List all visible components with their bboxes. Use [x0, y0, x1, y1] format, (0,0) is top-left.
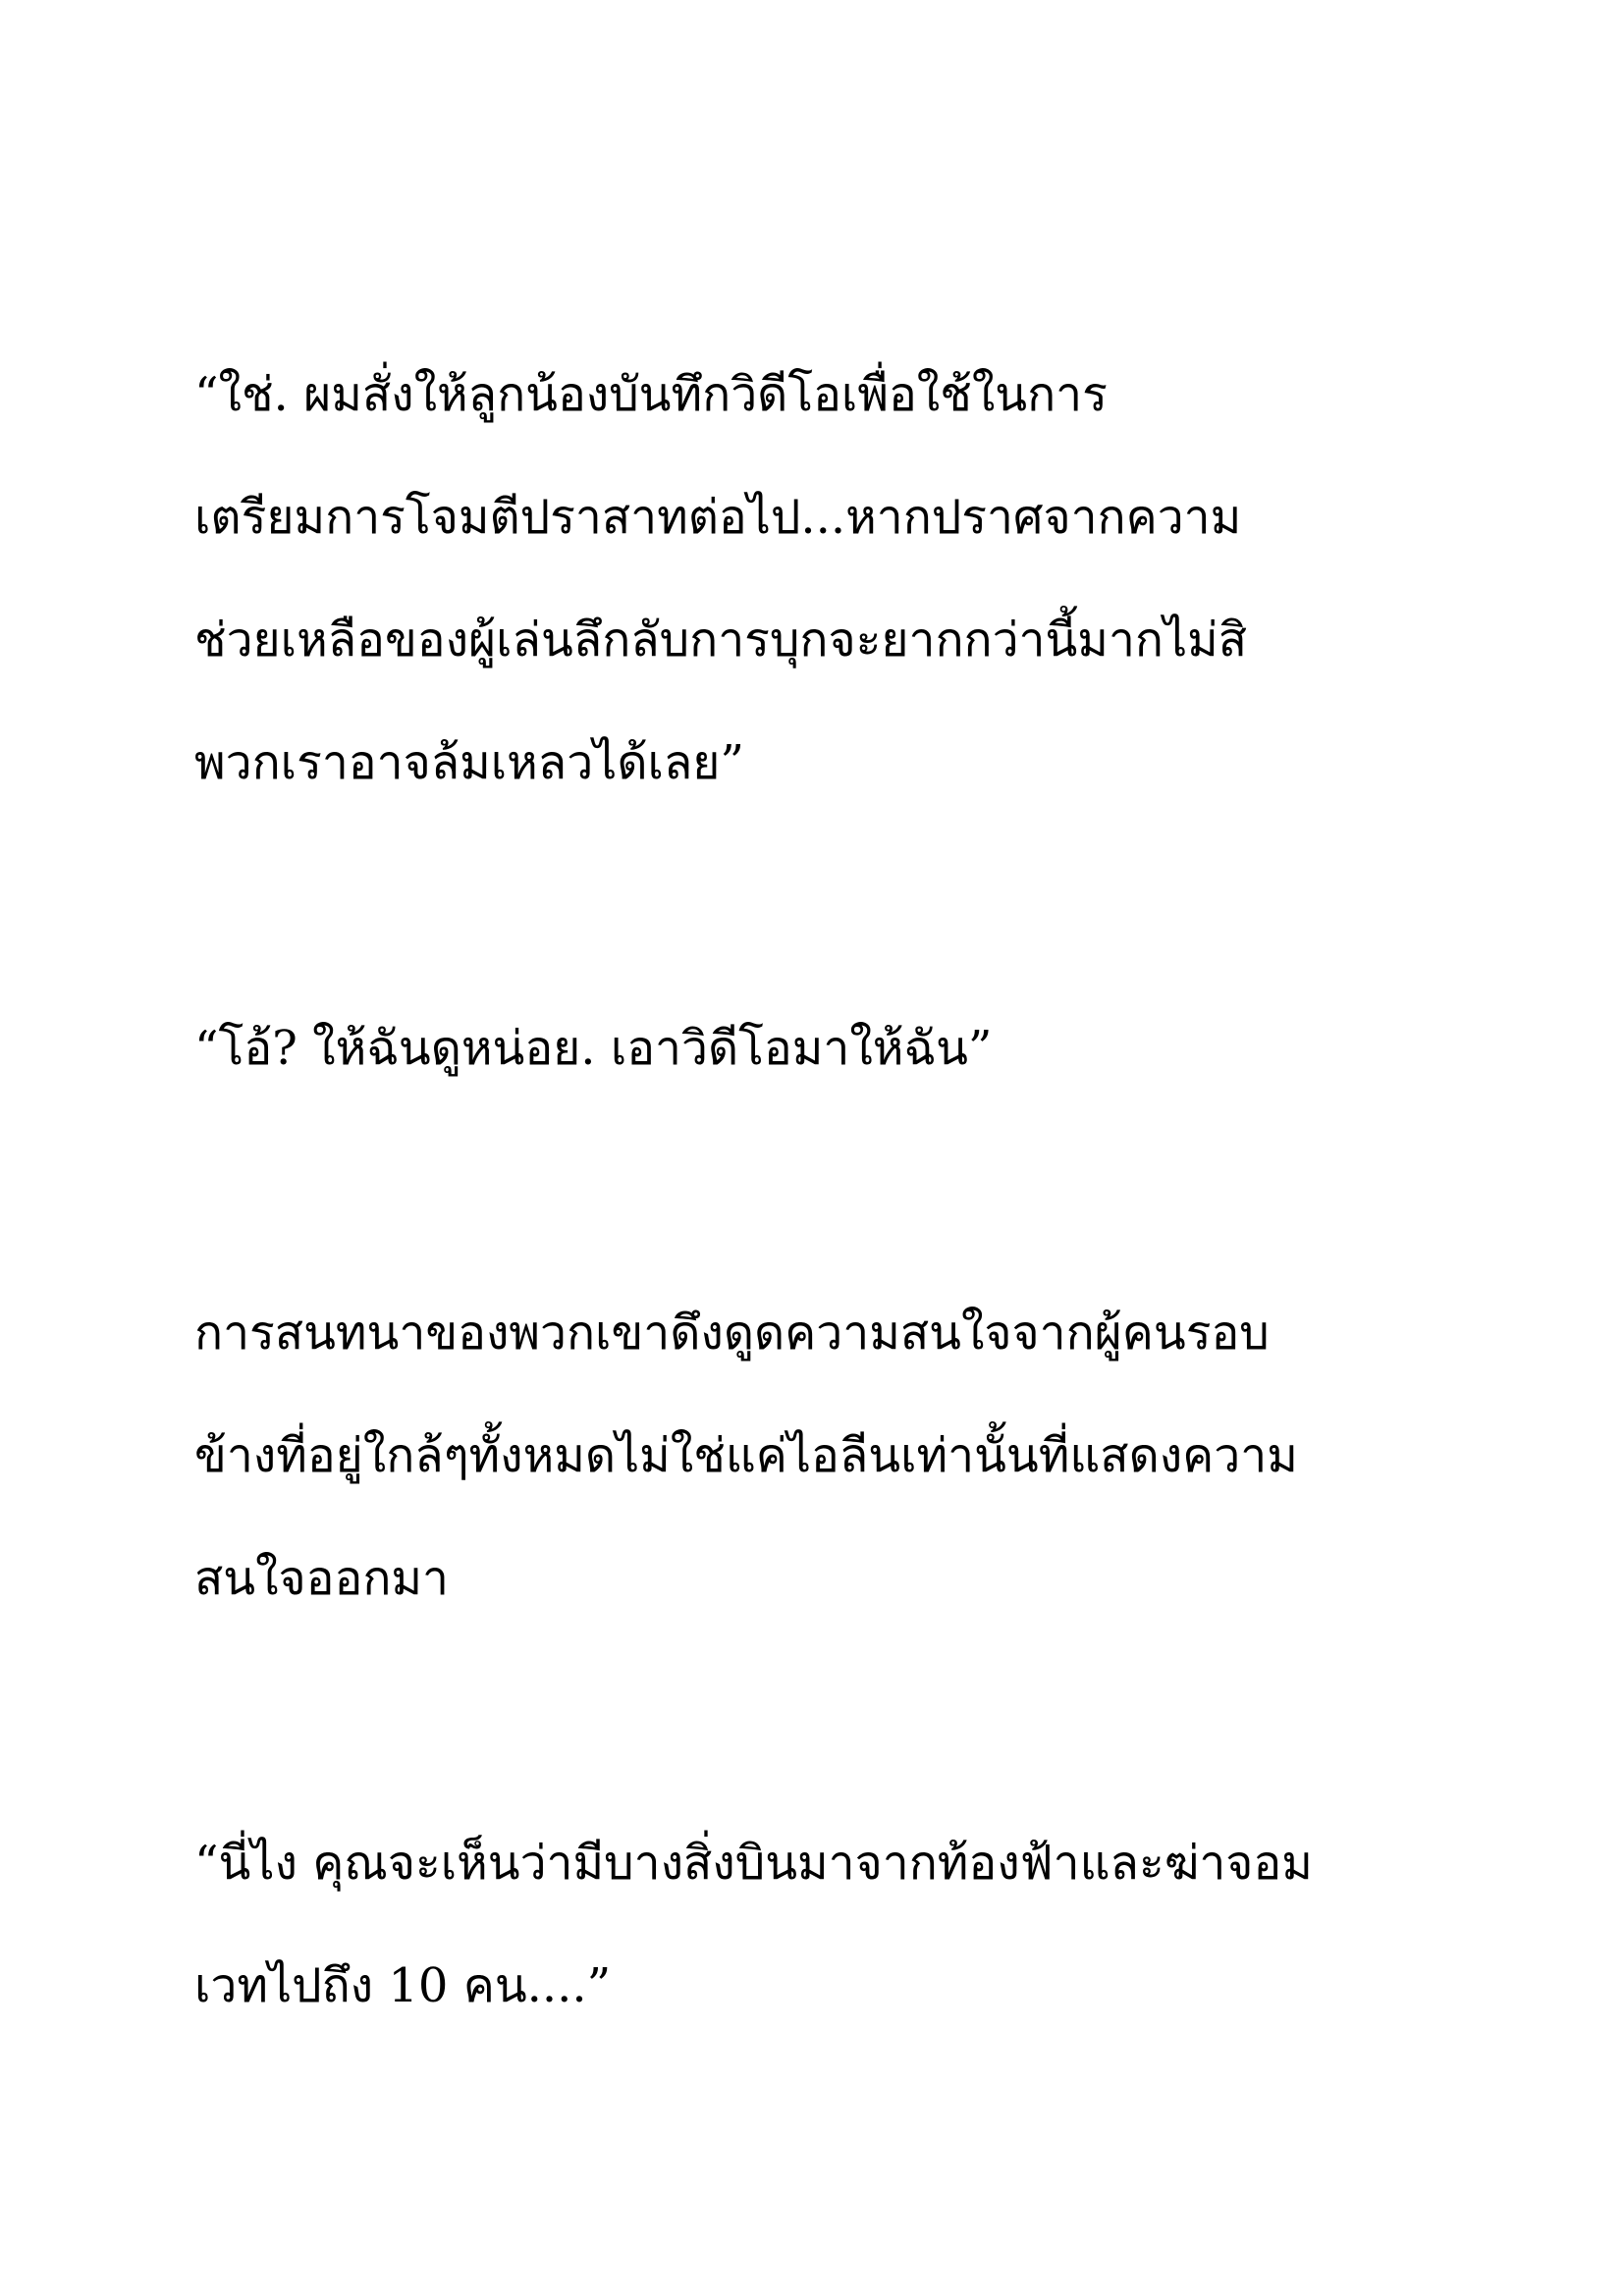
paragraph-1-line-4: พวกเราอาจล้มเหลวได้เลย”	[194, 735, 744, 790]
paragraph-1-line-2: เตรียมการโจมตีปราสาทต่อไป...หากปราศจากความ	[194, 490, 1242, 545]
paragraph-4-line-2: เวทไปถึง 10 คน....”	[194, 1958, 612, 2013]
paragraph-2-line-1: “โอ้? ให้ฉันดูหน่อย. เอาวิดีโอมาให้ฉัน”	[194, 1021, 993, 1076]
paragraph-3-line-3: สนใจออกมา	[194, 1551, 449, 1606]
paragraph-3-line-2: ข้างที่อยู่ใกล้ๆทั้งหมดไม่ใช่แค่ไอลีนเท่านั้นที่แสดงความ	[194, 1428, 1298, 1483]
paragraph-4-line-1: “นี่ไง คุณจะเห็นว่ามีบางสิ่งบินมาจากท้องฟ้าและฆ่าจอม	[194, 1836, 1313, 1891]
paragraph-1-line-3: ช่วยเหลือของผู้เล่นลึกลับการบุกจะยากกว่านี้มากไม่สิ	[194, 613, 1248, 667]
paragraph-1-line-1: “ใช่. ผมสั่งให้ลูกน้องบันทึกวิดีโอเพื่อใช้ในการ	[194, 367, 1108, 422]
paragraph-3-line-1: การสนทนาของพวกเขาดึงดูดความสนใจจากผู้คนรอบ	[194, 1306, 1270, 1361]
